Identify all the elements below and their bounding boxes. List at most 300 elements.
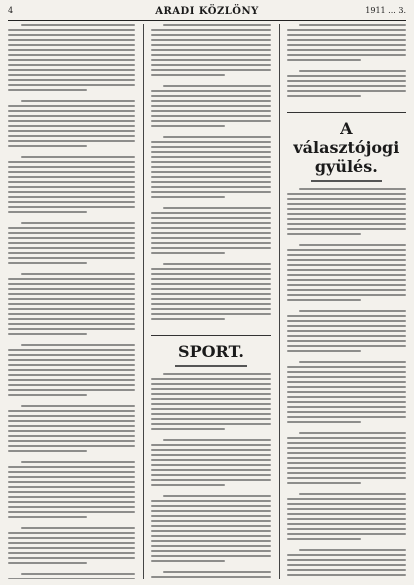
text-line [151, 125, 225, 127]
text-line [287, 391, 406, 393]
text-line [8, 440, 135, 442]
text-line [151, 44, 270, 46]
section-rule [151, 335, 270, 336]
text-line [8, 481, 135, 483]
article-columns [8, 24, 406, 579]
text-line [21, 24, 136, 26]
text-line [151, 212, 270, 214]
text-line [8, 262, 87, 264]
text-line [287, 264, 406, 266]
text-line [163, 136, 270, 138]
text-line [163, 571, 270, 573]
text-line [21, 573, 136, 575]
text-line [151, 423, 270, 425]
text-line [287, 482, 361, 484]
text-line [151, 120, 270, 122]
text-line [287, 340, 406, 342]
paragraph [151, 24, 270, 76]
text-line [287, 223, 406, 225]
text-line [287, 49, 406, 51]
text-line [8, 247, 135, 249]
text-line [287, 472, 406, 474]
text-line [151, 303, 270, 305]
text-line [8, 120, 135, 122]
text-line [287, 44, 406, 46]
text-line [151, 90, 270, 92]
text-line [8, 542, 135, 544]
text-line [163, 439, 270, 441]
text-line [151, 540, 270, 542]
text-line [8, 44, 135, 46]
text-line [8, 257, 135, 259]
text-line [287, 523, 406, 525]
text-line [151, 232, 270, 234]
text-line [8, 415, 135, 417]
page-number: 4 [8, 6, 14, 15]
text-line [8, 115, 135, 117]
text-line [287, 80, 406, 82]
text-line [8, 242, 135, 244]
text-line [287, 401, 406, 403]
paragraph [8, 573, 135, 579]
paragraph [287, 188, 406, 235]
paragraph [8, 405, 135, 452]
text-line [8, 59, 135, 61]
text-line [151, 515, 270, 517]
text-line [151, 166, 270, 168]
text-line [8, 54, 135, 56]
text-line [8, 537, 135, 539]
text-line [287, 467, 406, 469]
text-line [287, 233, 361, 235]
text-line [8, 84, 135, 86]
text-line [151, 525, 270, 527]
text-line [21, 156, 136, 158]
text-line [151, 95, 270, 97]
text-line [163, 373, 270, 375]
text-line [151, 576, 270, 578]
text-line [8, 29, 135, 31]
text-line [8, 211, 87, 213]
text-line [8, 516, 87, 518]
text-line [287, 59, 361, 61]
text-line [287, 213, 406, 215]
text-line [287, 29, 406, 31]
text-line [299, 432, 406, 434]
text-line [8, 171, 135, 173]
text-line [287, 381, 406, 383]
text-line [21, 100, 136, 102]
text-line [151, 545, 270, 547]
text-line [151, 181, 270, 183]
text-line [8, 135, 135, 137]
text-line [299, 70, 406, 72]
text-line [8, 298, 135, 300]
text-line [151, 550, 270, 552]
text-line [163, 495, 270, 497]
text-line [151, 242, 270, 244]
text-line [287, 396, 406, 398]
paragraph [151, 263, 270, 320]
text-line [287, 54, 406, 56]
text-line [8, 318, 135, 320]
text-line [287, 259, 406, 261]
text-line [8, 491, 135, 493]
text-line [287, 371, 406, 373]
text-line [8, 333, 87, 335]
text-line [8, 547, 135, 549]
text-line [287, 437, 406, 439]
paragraph [151, 207, 270, 254]
text-line [8, 145, 87, 147]
text-line [151, 459, 270, 461]
text-line [8, 425, 135, 427]
text-line [151, 313, 270, 315]
text-line [8, 110, 135, 112]
heading-underline [311, 180, 383, 182]
text-line [287, 320, 406, 322]
text-line [287, 366, 406, 368]
text-line [21, 222, 136, 224]
text-line [299, 310, 406, 312]
text-line [151, 318, 225, 320]
text-line [8, 476, 135, 478]
text-line [8, 161, 135, 163]
text-line [8, 191, 135, 193]
text-line [299, 188, 406, 190]
text-line [8, 501, 135, 503]
paragraph-gap [151, 323, 270, 329]
text-line [287, 315, 406, 317]
text-line [8, 430, 135, 432]
text-line [287, 574, 406, 576]
text-line [287, 513, 406, 515]
text-line [8, 64, 135, 66]
paragraph [287, 244, 406, 301]
text-line [151, 29, 270, 31]
text-line [21, 461, 136, 463]
text-line [8, 308, 135, 310]
text-line [151, 49, 270, 51]
text-line [8, 140, 135, 142]
paragraph [151, 495, 270, 562]
paragraph [287, 493, 406, 540]
paragraph [287, 70, 406, 97]
text-line [287, 386, 406, 388]
text-line [151, 283, 270, 285]
text-line [151, 115, 270, 117]
paragraph [287, 361, 406, 423]
text-line [287, 299, 361, 301]
text-line [8, 237, 135, 239]
text-line [151, 151, 270, 153]
text-line [163, 263, 270, 265]
text-line [287, 538, 361, 540]
text-line [151, 530, 270, 532]
text-line [8, 466, 135, 468]
paragraph [8, 527, 135, 564]
text-line [151, 500, 270, 502]
column-3 [279, 24, 406, 579]
text-line [8, 450, 87, 452]
text-line [8, 176, 135, 178]
text-line [8, 420, 135, 422]
text-line [8, 496, 135, 498]
text-line [287, 279, 406, 281]
heading-underline [175, 365, 247, 367]
text-line [151, 74, 225, 76]
text-line [151, 520, 270, 522]
text-line [8, 374, 135, 376]
text-line [287, 411, 406, 413]
text-line [21, 527, 136, 529]
text-line [8, 369, 135, 371]
text-line [287, 554, 406, 556]
text-line [8, 196, 135, 198]
text-line [8, 511, 135, 513]
text-line [151, 64, 270, 66]
text-line [151, 268, 270, 270]
text-line [151, 217, 270, 219]
text-line [287, 269, 406, 271]
text-line [299, 549, 406, 551]
text-line [151, 39, 270, 41]
text-line [21, 405, 136, 407]
text-line [8, 34, 135, 36]
paragraph [8, 24, 135, 91]
paragraph [8, 156, 135, 213]
text-line [287, 289, 406, 291]
text-line [151, 464, 270, 466]
text-line [8, 293, 135, 295]
issue-date: 1911 ... 3. [365, 6, 406, 15]
text-line [151, 100, 270, 102]
paragraph [8, 222, 135, 264]
text-line [8, 349, 135, 351]
text-line [151, 191, 270, 193]
text-line [287, 335, 406, 337]
text-line [151, 156, 270, 158]
text-line [287, 508, 406, 510]
text-line [287, 330, 406, 332]
text-line [8, 323, 135, 325]
text-line [8, 303, 135, 305]
text-line [8, 410, 135, 412]
paragraph [8, 273, 135, 335]
section-rule [287, 112, 406, 113]
text-line [287, 442, 406, 444]
text-line [287, 559, 406, 561]
text-line [151, 388, 270, 390]
text-line [287, 416, 406, 418]
text-line [287, 198, 406, 200]
paragraph [151, 85, 270, 127]
text-line [151, 510, 270, 512]
text-line [287, 203, 406, 205]
text-line [151, 555, 270, 557]
paragraph [151, 439, 270, 486]
section-heading: A választójogi gyülés. [293, 119, 400, 176]
paragraph [287, 549, 406, 579]
text-line [287, 75, 406, 77]
text-line [287, 284, 406, 286]
text-line [8, 557, 135, 559]
text-line [8, 49, 135, 51]
text-line [8, 313, 135, 315]
text-line [287, 254, 406, 256]
text-line [299, 493, 406, 495]
text-line [8, 79, 135, 81]
text-line [287, 564, 406, 566]
text-line [151, 378, 270, 380]
text-line [151, 403, 270, 405]
text-line [287, 274, 406, 276]
text-line [8, 379, 135, 381]
text-line [151, 560, 225, 562]
text-line [8, 232, 135, 234]
text-line [287, 218, 406, 220]
text-line [8, 201, 135, 203]
text-line [151, 408, 270, 410]
text-line [299, 24, 406, 26]
text-line [287, 294, 406, 296]
paragraph [287, 24, 406, 61]
text-line [151, 449, 270, 451]
text-line [151, 393, 270, 395]
text-line [8, 532, 135, 534]
paragraph [8, 461, 135, 518]
text-line [299, 361, 406, 363]
text-line [287, 528, 406, 530]
text-line [151, 413, 270, 415]
text-line [151, 484, 225, 486]
text-line [151, 383, 270, 385]
text-line [287, 503, 406, 505]
text-line [151, 288, 270, 290]
text-line [8, 130, 135, 132]
text-line [287, 249, 406, 251]
text-line [287, 95, 361, 97]
text-line [8, 384, 135, 386]
paragraph [287, 310, 406, 352]
text-line [8, 486, 135, 488]
text-line [8, 278, 135, 280]
text-line [151, 505, 270, 507]
text-line [151, 454, 270, 456]
text-line [287, 498, 406, 500]
text-line [151, 171, 270, 173]
text-line [151, 34, 270, 36]
text-line [287, 39, 406, 41]
text-line [151, 308, 270, 310]
text-line [8, 359, 135, 361]
text-line [151, 278, 270, 280]
text-line [151, 186, 270, 188]
text-line [8, 166, 135, 168]
text-line [287, 421, 361, 423]
text-line [287, 228, 406, 230]
text-line [8, 506, 135, 508]
paragraph [287, 432, 406, 484]
text-line [299, 244, 406, 246]
text-line [151, 54, 270, 56]
text-line [8, 125, 135, 127]
text-line [8, 394, 87, 396]
text-line [8, 562, 87, 564]
text-line [21, 344, 136, 346]
text-line [287, 193, 406, 195]
text-line [151, 474, 270, 476]
text-line [151, 222, 270, 224]
text-line [287, 376, 406, 378]
text-line [8, 578, 135, 579]
text-line [287, 90, 406, 92]
text-line [151, 298, 270, 300]
text-line [287, 462, 406, 464]
text-line [151, 105, 270, 107]
text-line [287, 477, 406, 479]
text-line [163, 24, 270, 26]
text-line [151, 110, 270, 112]
column-2 [143, 24, 270, 579]
text-line [151, 418, 270, 420]
text-line [151, 59, 270, 61]
text-line [151, 146, 270, 148]
text-line [287, 325, 406, 327]
text-line [8, 206, 135, 208]
text-line [8, 471, 135, 473]
paragraph-gap [287, 100, 406, 106]
text-line [21, 273, 136, 275]
text-line [8, 552, 135, 554]
text-line [287, 34, 406, 36]
text-line [8, 39, 135, 41]
text-line [151, 161, 270, 163]
text-line [8, 89, 87, 91]
text-line [8, 435, 135, 437]
text-line [8, 389, 135, 391]
paragraph [151, 571, 270, 579]
text-line [151, 469, 270, 471]
text-line [287, 208, 406, 210]
text-line [8, 181, 135, 183]
text-line [8, 105, 135, 107]
text-line [8, 328, 135, 330]
text-line [8, 186, 135, 188]
text-line [151, 237, 270, 239]
paragraph [151, 373, 270, 430]
text-line [287, 406, 406, 408]
masthead [8, 6, 406, 21]
paragraph [8, 344, 135, 396]
text-line [8, 252, 135, 254]
text-line [151, 247, 270, 249]
text-line [287, 569, 406, 571]
text-line [8, 283, 135, 285]
text-line [8, 69, 135, 71]
text-line [8, 227, 135, 229]
text-line [151, 444, 270, 446]
text-line [8, 288, 135, 290]
text-line [151, 252, 225, 254]
text-line [287, 533, 406, 535]
text-line [8, 364, 135, 366]
column-1 [8, 24, 135, 579]
text-line [151, 293, 270, 295]
section-heading: SPORT. [178, 342, 244, 361]
newspaper-title: ARADI KÖZLÖNY [155, 6, 259, 17]
text-line [151, 227, 270, 229]
